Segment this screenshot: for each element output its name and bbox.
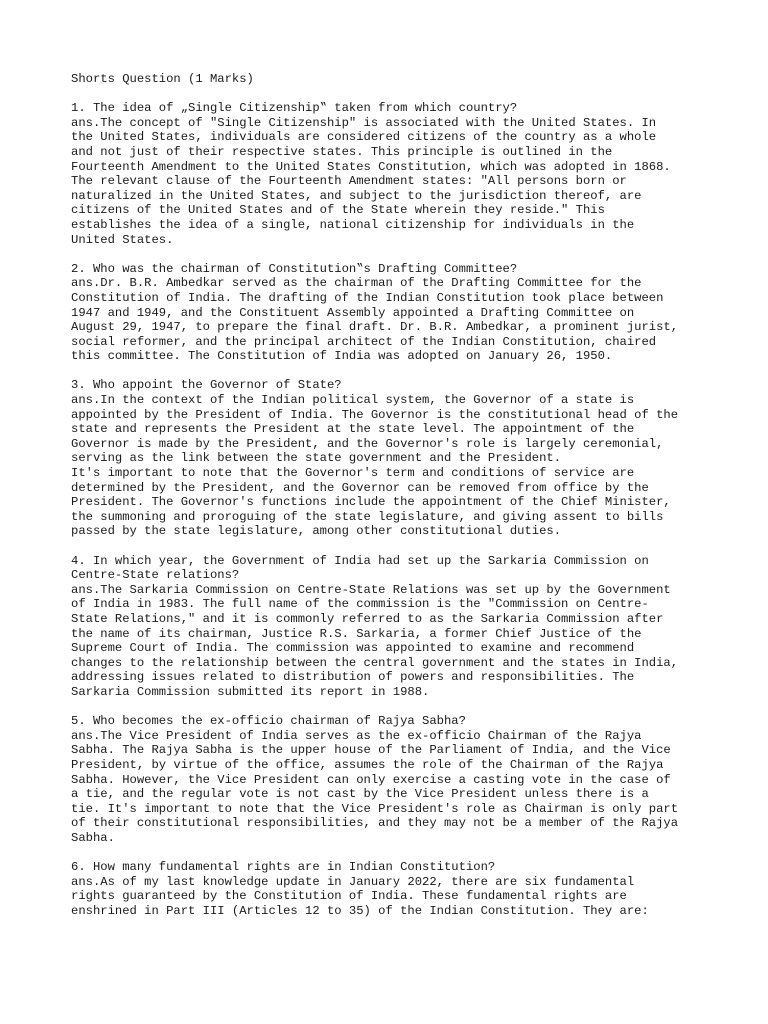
answer-line: this committee. The Constitution of India was adopted on January 26, 1950. (71, 349, 613, 364)
answer-line: social reformer, and the principal architect of the Indian Constitution, chaired (71, 334, 657, 349)
answer-line: of their constitutional responsibilities, and they may not be a member of the Rajya (71, 816, 679, 831)
answer-line: and not just of their respective states. This principle is outlined in the (71, 144, 613, 159)
answer-line: the name of its chairman, Justice R.S. Sarkaria, a former Chief Justice of the (71, 626, 642, 641)
answer-line: President. The Governor's functions include the appointment of the Chief Minister, (71, 495, 671, 510)
answer-line: It's important to note that the Governor's term and conditions of service are (71, 466, 635, 481)
answer-line: the United States, individuals are considered citizens of the country as a whole (71, 130, 657, 145)
question-text: 1. The idea of „Single Citizenship‟ taken from which country? (71, 101, 518, 116)
question-text: 4. In which year, the Government of India had set up the Sarkaria Commission on (71, 553, 649, 568)
answer-line: Sarkaria Commission submitted its report in 1988. (71, 684, 430, 699)
answer-line: Sabha. However, the Vice President can only exercise a casting vote in the case of (71, 772, 671, 787)
questions-list (71, 101, 711, 918)
answer-line: Fourteenth Amendment to the United States Constitution, which was adopted in 1868. (71, 159, 671, 174)
answer-line: State Relations," and it is commonly referred to as the Sarkaria Commission after (71, 611, 664, 626)
answer-line: determined by the President, and the Governor can be removed from office by the (71, 480, 649, 495)
question-block-1 (71, 101, 711, 247)
question-text: 2. Who was the chairman of Constitution‟s Drafting Committee? (71, 261, 518, 276)
answer-line: appointed by the President of India. The Governor is the constitutional head of the (71, 407, 679, 422)
answer-line: state and represents the President at the state level. The appointment of the (71, 422, 635, 437)
answer-line: President, by virtue of the office, assumes the role of the Chairman of the Rajya (71, 757, 664, 772)
answer-line: addressing issues related to distribution of powers and responsibilities. The (71, 670, 635, 685)
document-heading: Shorts Question (1 Marks) (71, 72, 254, 86)
answer-line: the summoning and proroguing of the state legislature, and giving assent to bills (71, 509, 664, 524)
answer-line: enshrined in Part III (Articles 12 to 35) of the Indian Constitution. They are: (71, 903, 649, 918)
answer-line: The relevant clause of the Fourteenth Amendment states: "All persons born or (71, 174, 627, 189)
question-text: 5. Who becomes the ex-officio chairman of Rajya Sabha? (71, 714, 466, 729)
answer-line: tie. It's important to note that the Vice President's role as Chairman is only part (71, 801, 679, 816)
answer-line: of India in 1983. The full name of the commission is the "Commission on Centre- (71, 597, 649, 612)
answer-line: a tie, and the regular vote is not cast by the Vice President unless there is a (71, 787, 649, 802)
answer-line: Sabha. (71, 830, 115, 845)
answer-line: Sabha. The Rajya Sabha is the upper house of the Parliament of India, and the Vice (71, 743, 671, 758)
answer-line: ans.In the context of the Indian political system, the Governor of a state is (71, 393, 635, 408)
answer-line: ans.The concept of "Single Citizenship" is associated with the United States. In (71, 115, 657, 130)
answer-line: establishes the idea of a single, national citizenship for individuals in the (71, 217, 635, 232)
answer-line: naturalized in the United States, and subject to the jurisdiction thereof, are (71, 188, 642, 203)
answer-line: ans.The Vice President of India serves as the ex-officio Chairman of the Rajya (71, 728, 642, 743)
answer-line: 1947 and 1949, and the Constituent Assembly appointed a Drafting Committee on (71, 305, 635, 320)
answer-line: citizens of the United States and of the State wherein they reside." This (71, 203, 605, 218)
answer-line: ans.As of my last knowledge update in January 2022, there are six fundamental (71, 874, 635, 889)
answer-line: rights guaranteed by the Constitution of India. These fundamental rights are (71, 889, 627, 904)
question-block-2 (71, 262, 711, 364)
answer-line: Supreme Court of India. The commission was appointed to examine and recommend (71, 641, 635, 656)
question-block-4 (71, 554, 711, 700)
answer-line: August 29, 1947, to prepare the final draft. Dr. B.R. Ambedkar, a prominent jurist, (71, 320, 679, 335)
question-text: 6. How many fundamental rights are in Indian Constitution? (71, 860, 496, 875)
question-text: 3. Who appoint the Governor of State? (71, 378, 342, 393)
answer-line: Centre-State relations? (71, 568, 240, 583)
question-block-5 (71, 714, 711, 845)
answer-line: Governor is made by the President, and the Governor's role is largely ceremonial, (71, 436, 664, 451)
question-block-3 (71, 378, 711, 539)
question-block-6 (71, 860, 711, 918)
document-page (71, 72, 711, 933)
answer-line: passed by the state legislature, among other constitutional duties. (71, 524, 562, 539)
answer-line: serving as the link between the state government and the President. (71, 451, 562, 466)
answer-line: ans.The Sarkaria Commission on Centre-State Relations was set up by the Government (71, 582, 671, 597)
answer-line: Constitution of India. The drafting of the Indian Constitution took place between (71, 290, 664, 305)
answer-line: changes to the relationship between the central government and the states in India, (71, 655, 679, 670)
answer-line: ans.Dr. B.R. Ambedkar served as the chairman of the Drafting Committee for the (71, 276, 642, 291)
answer-line: United States. (71, 232, 174, 247)
